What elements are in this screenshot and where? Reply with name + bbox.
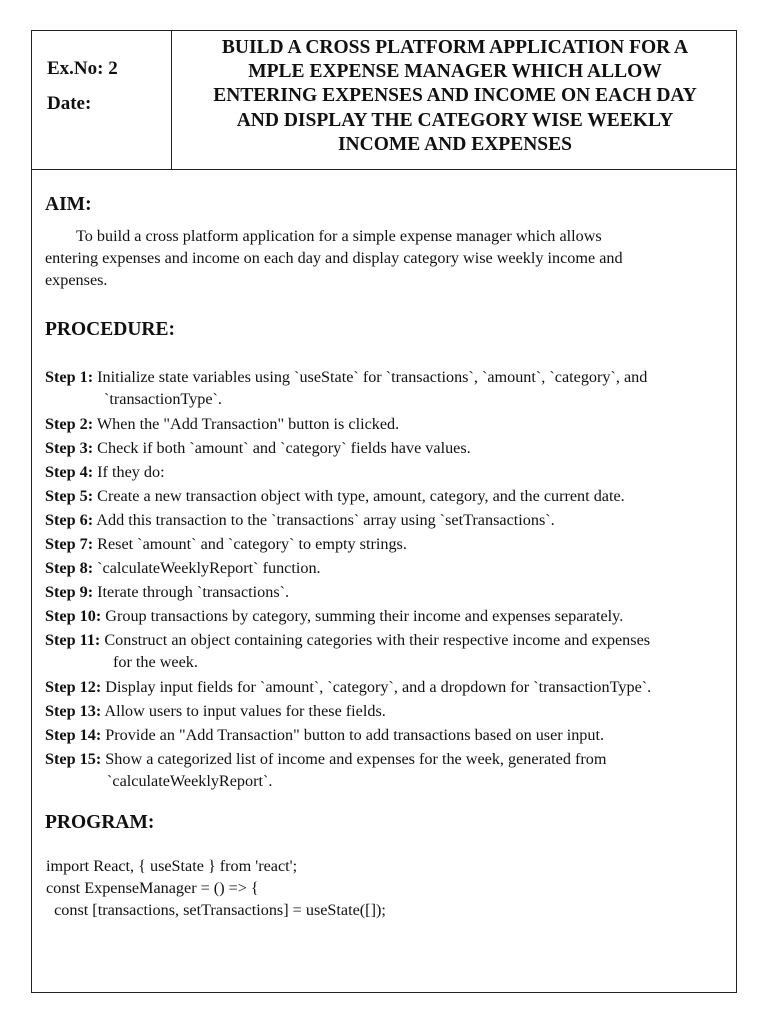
procedure-step	[45, 747, 733, 794]
step-text: Check if both `amount` and `category` fields have values.	[97, 439, 471, 457]
step-label: Step 6:	[45, 511, 94, 529]
procedure-step	[45, 699, 733, 723]
step-text: Reset `amount` and `category` to empty strings.	[97, 535, 407, 553]
aim-line: expenses.	[45, 270, 108, 289]
procedure-step	[45, 604, 733, 628]
procedure-step	[45, 675, 733, 699]
step-label: Step 5:	[45, 487, 94, 505]
step-label: Step 2:	[45, 415, 94, 433]
step-text: `calculateWeeklyReport` function.	[97, 559, 321, 577]
procedure-heading: PROCEDURE:	[45, 319, 175, 340]
procedure-step	[45, 365, 733, 412]
step-label: Step 12:	[45, 678, 102, 696]
procedure-steps	[45, 365, 733, 794]
code-line: import React, { useState } from 'react';	[46, 857, 298, 875]
step-label: Step 10:	[45, 607, 102, 625]
step-text-continuation: `transactionType`.	[104, 390, 222, 408]
aim-heading: AIM:	[45, 194, 92, 215]
procedure-step	[45, 556, 733, 580]
code-line: const ExpenseManager = () => {	[46, 879, 259, 897]
title-line: AND DISPLAY THE CATEGORY WISE WEEKLY	[236, 109, 674, 131]
program-heading: PROGRAM:	[45, 812, 155, 833]
procedure-step	[45, 532, 733, 556]
step-label: Step 15:	[45, 750, 102, 768]
step-label: Step 9:	[45, 583, 94, 601]
procedure-step	[45, 580, 733, 604]
step-label: Step 8:	[45, 559, 94, 577]
step-text: If they do:	[97, 463, 165, 481]
step-text: When the "Add Transaction" button is clicked.	[96, 415, 400, 433]
procedure-step	[45, 484, 733, 508]
step-text: Provide an "Add Transaction" button to add transactions based on user input.	[105, 726, 605, 744]
procedure-step	[45, 412, 733, 436]
aim-line: entering expenses and income on each day and display category wise weekly income and	[45, 248, 623, 267]
title-line: ENTERING EXPENSES AND INCOME ON EACH DAY	[213, 85, 697, 107]
procedure-step	[45, 628, 733, 675]
procedure-step	[45, 460, 733, 484]
step-label: Step 7:	[45, 535, 94, 553]
step-text: Iterate through `transactions`.	[97, 583, 290, 601]
document-title	[176, 36, 734, 157]
step-text: Add this transaction to the `transactions` array using `setTransactions`.	[96, 511, 555, 529]
header-bottom-rule	[31, 169, 737, 170]
step-label: Step 14:	[45, 726, 102, 744]
step-text: Construct an object containing categories with their respective income and expenses	[104, 631, 651, 649]
procedure-step	[45, 723, 733, 747]
step-label: Step 1:	[45, 368, 94, 386]
step-text-continuation: `calculateWeeklyReport`.	[107, 772, 273, 790]
code-line: const [transactions, setTransactions] = useState([]);	[46, 901, 386, 919]
step-label: Step 13:	[45, 702, 102, 720]
step-label: Step 4:	[45, 463, 94, 481]
step-text-continuation: for the week.	[113, 653, 198, 671]
title-line: MPLE EXPENSE MANAGER WHICH ALLOW	[248, 61, 662, 83]
step-label: Step 3:	[45, 439, 94, 457]
program-code	[46, 855, 386, 921]
title-line: INCOME AND EXPENSES	[337, 133, 573, 155]
header-column-divider	[171, 30, 172, 169]
step-label: Step 11:	[45, 631, 101, 649]
date-label: Date:	[47, 93, 92, 114]
aim-line: To build a cross platform application for a simple expense manager which allows	[76, 227, 602, 245]
step-text: Allow users to input values for these fields.	[104, 702, 386, 720]
step-text: Group transactions by category, summing their income and expenses separately.	[105, 607, 624, 625]
exercise-number: Ex.No: 2	[47, 58, 118, 79]
step-text: Initialize state variables using `useState` for `transactions`, `amount`, `category`, and	[97, 368, 648, 386]
title-line: BUILD A CROSS PLATFORM APPLICATION FOR A	[221, 37, 689, 58]
step-text: Show a categorized list of income and expenses for the week, generated from	[105, 750, 607, 768]
step-text: Display input fields for `amount`, `category`, and a dropdown for `transactionType`.	[105, 678, 652, 696]
aim-paragraph	[45, 226, 725, 291]
step-text: Create a new transaction object with type, amount, category, and the current date.	[97, 487, 625, 505]
procedure-step	[45, 436, 733, 460]
procedure-step	[45, 508, 733, 532]
